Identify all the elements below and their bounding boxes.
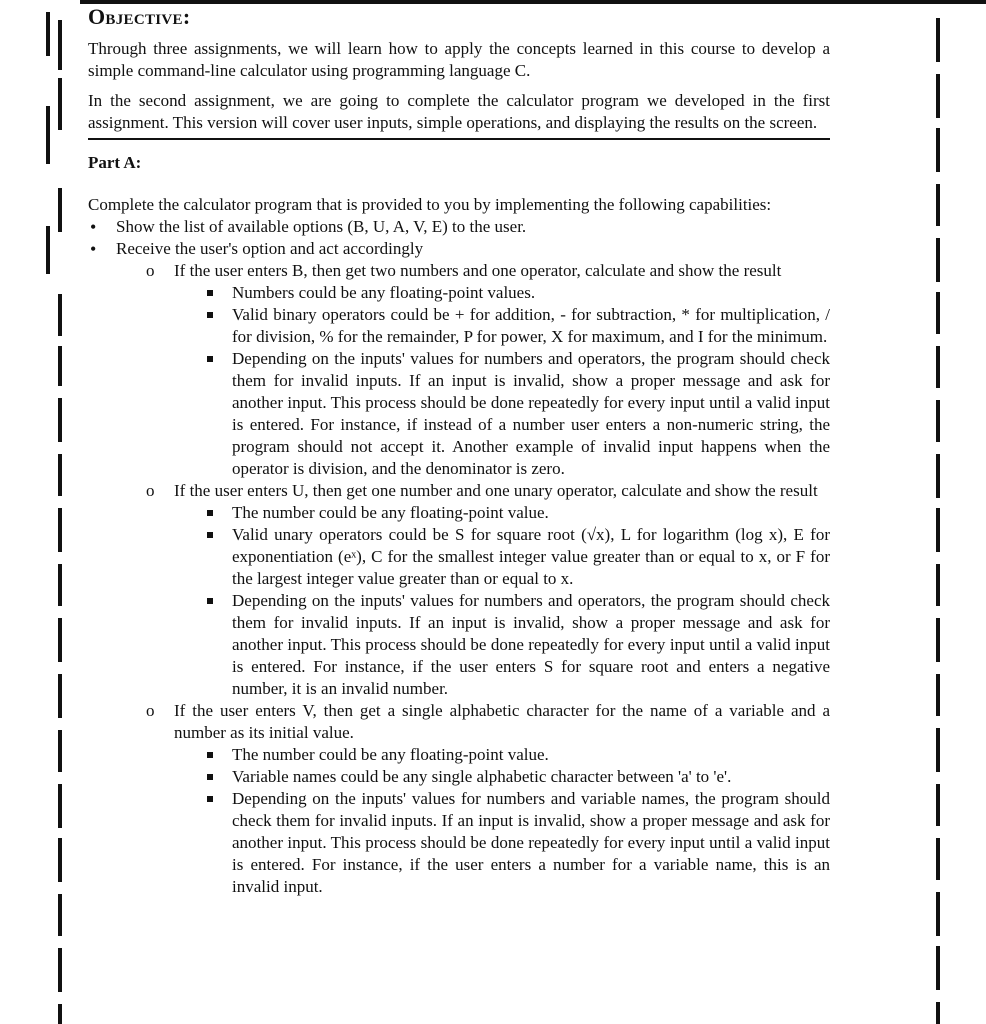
- list-item: Depending on the inputs' values for numbers and operators, the program should check them for invalid inputs. If an input is invalid, show a proper message and ask for another input. This process should be done repeatedly for every input until a valid input is entered. For instance, if instead of a number user enters a non-numeric string, the program should not accept it. Another example of invalid input happens when the operator is division, and the denominator is zero.: [204, 348, 830, 480]
- right-margin-change-bars: [934, 0, 942, 1024]
- option-u-item: [146, 480, 830, 700]
- intro-paragraph-1: Through three assignments, we will learn how to apply the concepts learned in this course to develop a simple command-line calculator using programming language C.: [88, 39, 830, 80]
- hollow-bullet-icon: o: [146, 261, 155, 280]
- list-item: Valid binary operators could be + for addition, - for subtraction, * for multiplication, / for division, % for the remainder, P for power, X for maximum, and I for the minimum.: [204, 304, 830, 348]
- option-b-text: If the user enters B, then get two numbers and one operator, calculate and show the result: [174, 261, 782, 280]
- hollow-bullet-icon: o: [146, 701, 155, 720]
- list-item: Depending on the inputs' values for numbers and variable names, the program should check them for invalid inputs. If an input is invalid, show a proper message and ask for another input. This process should be done repeatedly for every input until a valid input is entered. For instance, if the user enters a number for a variable name, this is an invalid input.: [204, 788, 830, 898]
- section-divider: [88, 138, 830, 140]
- document-content: [88, 4, 830, 898]
- part-a-title: Part A:: [88, 153, 142, 172]
- option-u-text: If the user enters U, then get one number and one unary operator, calculate and show the result: [174, 481, 818, 500]
- list-item: [88, 216, 830, 238]
- bullet-text: Receive the user's option and act accordingly: [116, 239, 424, 258]
- option-b-item: [146, 260, 830, 480]
- bullet-text: Show the list of available options (B, U, A, V, E) to the user.: [116, 217, 527, 236]
- objective-heading: Objective:: [88, 4, 191, 29]
- option-list: [146, 260, 830, 898]
- option-v-details: [204, 744, 830, 898]
- hollow-bullet-icon: o: [146, 481, 155, 500]
- option-v-text: If the user enters V, then get a single alphabetic character for the name of a variable and a number as its initial value.: [174, 701, 830, 742]
- list-item: [88, 238, 830, 898]
- intro-paragraph-2: In the second assignment, we are going to complete the calculator program we developed in the first assignment. This version will cover user inputs, simple operations, and displaying the results on the screen.: [88, 91, 830, 132]
- list-item: Numbers could be any floating-point values.: [204, 282, 830, 304]
- list-item: The number could be any floating-point value.: [204, 744, 830, 766]
- option-b-details: [204, 282, 830, 480]
- option-u-details: [204, 502, 830, 700]
- option-v-item: [146, 700, 830, 898]
- list-item: The number could be any floating-point value.: [204, 502, 830, 524]
- list-item: Depending on the inputs' values for numbers and operators, the program should check them for invalid inputs. If an input is invalid, show a proper message and ask for another input. This process should be done repeatedly for every input until a valid input is entered. For instance, if the user enters S for square root and enters a negative number, it is an invalid number.: [204, 590, 830, 700]
- capabilities-list: [88, 216, 830, 898]
- list-item: Valid unary operators could be S for square root (√x), L for logarithm (log x), E for exponentiation (eˣ), C for the smallest integer value greater than or equal to x, or F for the largest integer value greater than or equal to x.: [204, 524, 830, 590]
- list-item: Variable names could be any single alphabetic character between 'a' to 'e'.: [204, 766, 830, 788]
- left-margin-change-bars: [46, 0, 62, 1024]
- part-a-intro: Complete the calculator program that is provided to you by implementing the following capabilities:: [88, 195, 772, 214]
